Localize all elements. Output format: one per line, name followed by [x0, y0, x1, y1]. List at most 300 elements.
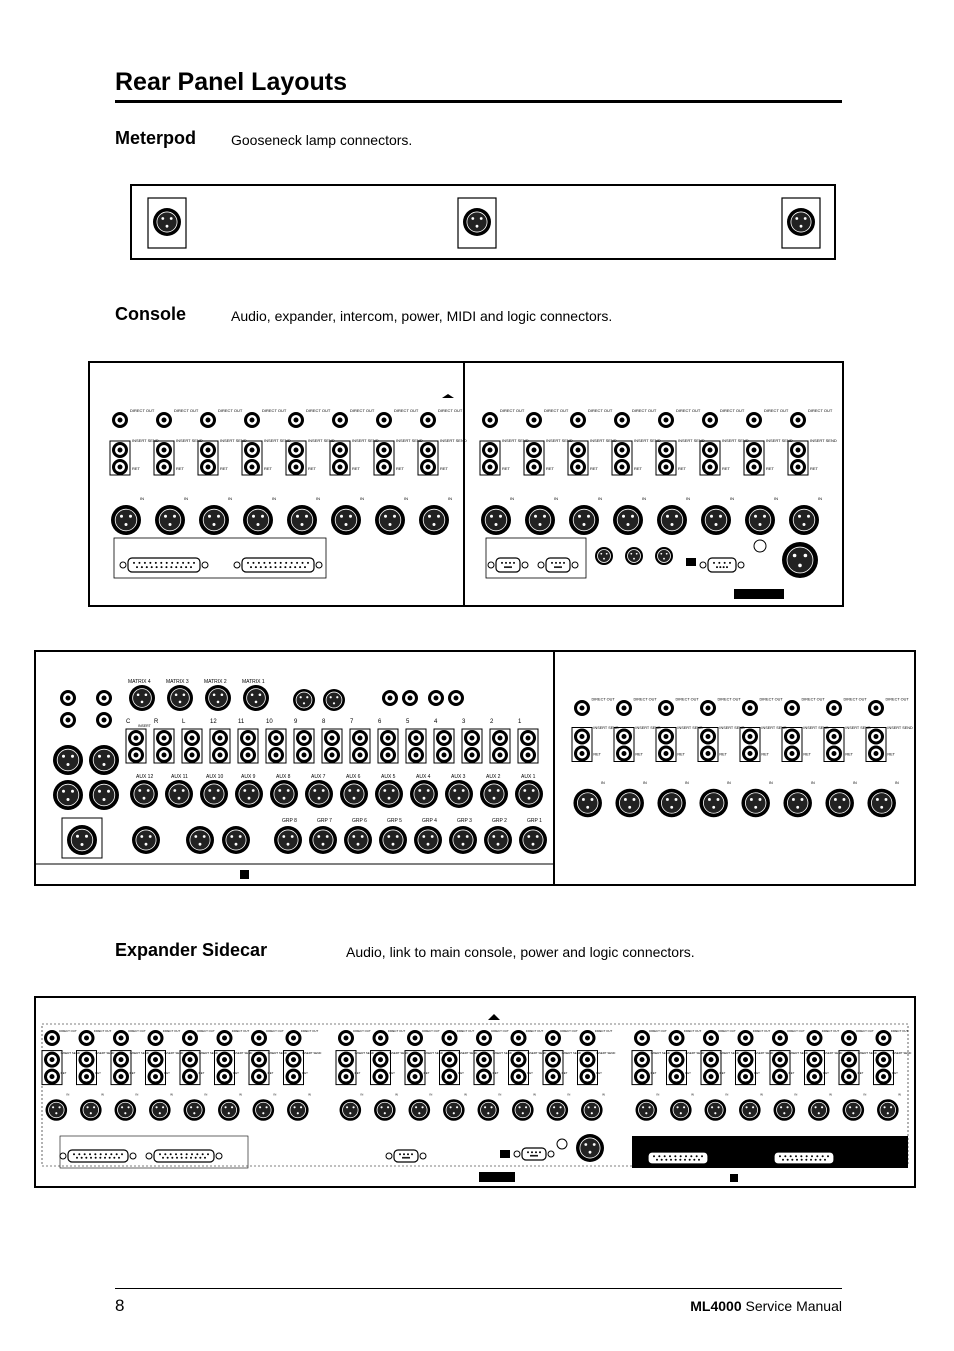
sidecar-channel-22-insert-send-tip: [812, 1057, 817, 1062]
intercom-xlr-pin: [85, 835, 88, 838]
sidecar-channel-12-xlr-pin: [456, 1106, 458, 1108]
expander-input-a-connector-pin: [170, 566, 172, 568]
console-left-channel-4-ret-label: RET: [264, 466, 272, 471]
intercom-xlr-pin: [76, 835, 79, 838]
mix-insert-15-send-tip: [526, 736, 531, 741]
sidecar-channel-16-insert-ret-tip: [585, 1074, 590, 1079]
sidecar-channel-2-xlr-pin: [93, 1106, 95, 1108]
console-right-channel-8-direct-out-label: DIRECT OUT: [808, 408, 833, 413]
grp-label-3: GRP 6: [352, 818, 367, 824]
sidecar-output-b-connector-pin: [806, 1155, 808, 1157]
mix-insert-5-ret-tip: [246, 753, 251, 758]
sidecar-channel-16-ret-label: RET: [596, 1071, 602, 1075]
sidecar-channel-19-xlr-inner: [708, 1102, 724, 1118]
sidecar-channel-13-in-label: IN: [498, 1092, 502, 1097]
aux-12-xlr-pin: [532, 789, 535, 792]
grp-label-2: GRP 7: [317, 818, 332, 824]
console-right-channel-6-ret-label: RET: [722, 466, 730, 471]
matrix-label-3: MATRIX 2: [204, 679, 227, 685]
sidecar-channel-23-xlr-pin: [852, 1112, 854, 1114]
sidecar-channel-1-xlr-pin: [52, 1106, 54, 1108]
lamp-connector-left-socket-pin: [161, 217, 164, 220]
sidecar-output-a-connector-pin: [696, 1155, 698, 1157]
sidecar-channel-23-xlr-inner: [846, 1102, 862, 1118]
sidecar-channel-18-insert-label: INSERT SEND: [685, 1050, 705, 1055]
sidecar-input-a-connector-pin: [78, 1153, 80, 1155]
console-left-channel-2-xlr-pin: [169, 523, 172, 526]
intercom-xlr-pin: [81, 843, 84, 846]
intercom-xlr-inner: [71, 829, 93, 851]
expander-input-a-connector-pin: [165, 566, 167, 568]
st1-input-b-xlr2-pin: [103, 798, 106, 801]
master-right-channel-2-xlr-pin: [628, 806, 631, 809]
aux-3-xlr-pin: [208, 789, 211, 792]
console-left-channel-1-in-label: IN: [140, 496, 144, 501]
sidecar-output-a-connector-pin: [689, 1159, 691, 1161]
sidecar-output-b-connector-pin: [827, 1155, 829, 1157]
sidecar-channel-17-in-label: IN: [656, 1092, 660, 1097]
master-right-channel-1-xlr-pin: [586, 806, 589, 809]
sidecar-channel-6-insert-send-tip: [222, 1057, 227, 1062]
console-right-channel-4-ret-label: RET: [634, 466, 642, 471]
console-right-channel-4-in-label: IN: [642, 496, 646, 501]
master-right-channel-4-insert-send-tip: [706, 734, 711, 739]
sidecar-channel-21-xlr-pin: [780, 1106, 782, 1108]
console-left-channel-3-ret-label: RET: [220, 466, 228, 471]
sidecar-channel-20-ret-label: RET: [754, 1071, 760, 1075]
sidecar-channel-22-xlr-pin: [821, 1106, 823, 1108]
mix-insert-7-send-tip: [302, 736, 307, 741]
sidecar-channel-2-xlr-inner: [83, 1102, 99, 1118]
sidecar-2-connector-pin: [501, 562, 503, 564]
console-right-channel-3-xlr-pin: [587, 515, 590, 518]
aux-label-11: AUX 2: [486, 774, 501, 780]
midi-in-connector-pin: [663, 558, 665, 560]
mix-l-xlr-pin: [230, 835, 233, 838]
console-right-channel-4-xlr-pin: [627, 523, 630, 526]
aux-5-xlr-inner: [274, 784, 294, 804]
master-right-channel-6-xlr-pin: [796, 806, 799, 809]
console-left-channel-5-insert-send-tip: [294, 448, 299, 453]
console-right-channel-4-xlr-pin: [622, 515, 625, 518]
console-left-channel-5-xlr-inner: [291, 509, 313, 531]
aux-10-xlr-pin: [462, 789, 465, 792]
sidecar-heading: Expander Sidecar: [115, 940, 268, 960]
sidecar-1-connector-pin: [556, 566, 558, 568]
console-left-channel-6-in-label: IN: [360, 496, 364, 501]
console-rear-panel: [88, 360, 844, 608]
lamp-connector-center-socket-pin: [476, 225, 479, 228]
expander-input-a-connector-pin: [188, 562, 190, 564]
sidecar-channel-11-xlr-pin: [421, 1106, 423, 1108]
console-right-channel-6-insert-send-tip: [708, 448, 713, 453]
mix-insert-5-send-tip: [246, 736, 251, 741]
sidecar-channel-8-ret-label: RET: [302, 1071, 308, 1075]
sidecar-output-a-connector-pin: [658, 1155, 660, 1157]
title-rule: [115, 100, 842, 103]
master-right-channel-8-insert-label: INSERT SEND: [887, 725, 913, 730]
master-right-channel-6-insert-send-tip: [790, 734, 795, 739]
grp-label-1: GRP 8: [282, 818, 297, 824]
sidecar-channel-20-xlr-pin: [746, 1106, 748, 1108]
sidecar-input-b-connector-pin: [185, 1157, 187, 1159]
sidecar-channel-22-xlr-inner: [811, 1102, 827, 1118]
master-right-channel-2-direct-out-label: DIRECT OUT: [633, 697, 657, 702]
master-right-channel-5-insert-ret-tip: [748, 751, 753, 756]
master-right-channel-5-xlr-pin: [754, 806, 757, 809]
expander-input-b-connector-pin: [299, 566, 301, 568]
console-left-channel-1-xlr-pin: [120, 515, 123, 518]
st2-input-b-xlr2-pin: [67, 798, 70, 801]
sidecar-rs232-connector-pin: [534, 1155, 536, 1157]
sidecar-output-a-connector: [648, 1152, 708, 1164]
stfx-out-r-tip: [408, 696, 413, 701]
sidecar-dc-power-connector-pin: [589, 1151, 592, 1154]
console-left-channel-4-direct-out-label: DIRECT OUT: [262, 408, 287, 413]
console-right-channel-6-direct-out-tip: [708, 418, 713, 423]
sidecar-channel-2-direct-out-tip: [84, 1036, 89, 1041]
expander-input-a-connector-pin: [180, 566, 182, 568]
console-right-channel-6-xlr-inner: [705, 509, 727, 531]
sidecar-channel-14-ret-label: RET: [527, 1071, 533, 1075]
aux-12-xlr-inner: [519, 784, 539, 804]
manual-model: ML4000: [690, 1298, 742, 1314]
sidecar-channel-19-direct-out-tip: [709, 1036, 714, 1041]
sidecar-2-connector: [496, 558, 520, 572]
sidecar-channel-22-direct-out-tip: [812, 1036, 817, 1041]
st2-input-b-xlr1-inner: [57, 749, 79, 771]
sidecar-channel-3-ret-label: RET: [129, 1071, 136, 1075]
aux-4-xlr-pin: [252, 789, 255, 792]
master-frame: [35, 651, 915, 885]
sidecar-channel-20-in-label: IN: [759, 1092, 763, 1097]
sidecar-input-b-connector-pin: [202, 1153, 204, 1155]
sidecar-channel-18-in-label: IN: [690, 1092, 694, 1097]
sidecar-input-a-connector-pin: [73, 1153, 75, 1155]
sidecar-channel-14-xlr-pin: [519, 1106, 521, 1108]
master-right-channel-6-in-label: IN: [811, 781, 815, 785]
console-right-channel-4-insert-send-tip: [620, 448, 625, 453]
lamp-connector-center-socket-pin: [471, 217, 474, 220]
lamp-connector-right-socket-pin: [795, 217, 798, 220]
aux-label-10: AUX 3: [451, 774, 466, 780]
grp-label-7: GRP 2: [492, 818, 507, 824]
sidecar-output-b-connector-pin: [819, 1159, 821, 1161]
stfx-in-l-tip: [434, 696, 439, 701]
midi-in-connector-pin: [666, 553, 668, 555]
sidecar-output-a-connector-pin: [664, 1155, 666, 1157]
sidecar-channel-24-xlr-pin: [887, 1112, 889, 1114]
master-right-channel-2-insert-send-tip: [622, 734, 627, 739]
expander-input-b-connector-pin: [280, 562, 282, 564]
master-right-channel-8-xlr-inner: [871, 793, 892, 814]
sidecar-channel-8-insert-ret-tip: [291, 1074, 296, 1079]
console-left-channel-6-direct-out-label: DIRECT OUT: [350, 408, 375, 413]
midi-thru-connector-pin: [636, 553, 638, 555]
console-right-channel-4-direct-out-label: DIRECT OUT: [632, 408, 657, 413]
sidecar-channel-21-insert-label: INSERT SEND: [788, 1050, 808, 1055]
sidecar-input-b-connector-pin: [162, 1157, 164, 1159]
sidecar-channel-19-xlr-pin: [711, 1106, 713, 1108]
console-serial-box: [734, 589, 784, 599]
master-right-channel-8-insert-send-tip: [874, 734, 879, 739]
grp-1-xlr-pin: [282, 835, 285, 838]
sidecar-channel-15-direct-out-label: DIRECT OUT: [560, 1029, 578, 1034]
console-right-channel-5-xlr-inner: [661, 509, 683, 531]
console-right-channel-7-xlr-pin: [754, 515, 757, 518]
expander-input-b-connector-pin: [250, 566, 252, 568]
grp-3-xlr-pin: [352, 835, 355, 838]
aux-3-xlr-pin: [213, 797, 216, 800]
sidecar-input-b-connector-pin: [176, 1157, 178, 1159]
console-left-channel-3-direct-out-tip: [206, 418, 211, 423]
sidecar-channel-13-direct-out-label: DIRECT OUT: [491, 1029, 509, 1034]
console-right-channel-7-direct-out-tip: [752, 418, 757, 423]
expander-input-a-connector-pin: [193, 562, 195, 564]
console-left-channel-4-in-label: IN: [272, 496, 276, 501]
mix-insert-10-send-tip: [386, 736, 391, 741]
aux-7-xlr-inner: [344, 784, 364, 804]
master-right-channel-5-in-label: IN: [769, 781, 773, 785]
local-monitor-r-xlr-pin: [306, 696, 308, 698]
sidecar-input-a-connector-pin: [89, 1153, 91, 1155]
sidecar-channel-21-ret-label: RET: [788, 1071, 795, 1075]
sidecar-channel-14-insert-ret-tip: [516, 1074, 521, 1079]
console-left-channel-7-in-label: IN: [404, 496, 408, 501]
console-left-channel-2-xlr-inner: [159, 509, 181, 531]
sidecar-output-a-connector-pin: [690, 1155, 692, 1157]
sidecar-channel-4-insert-label: INSERT SEND: [164, 1050, 184, 1055]
console-left-channel-1-insert-send-tip: [118, 448, 123, 453]
master-right-channel-2-direct-out-tip: [622, 706, 627, 711]
aux-2-xlr-pin: [178, 797, 181, 800]
sidecar-channel-5-xlr-pin: [193, 1112, 195, 1114]
sidecar-channel-22-xlr-pin: [815, 1106, 817, 1108]
st1-input-b-xlr2-pin: [98, 790, 101, 793]
expander-input-a-connector-pin: [171, 562, 173, 564]
mix-insert-1-send-tip: [134, 736, 139, 741]
console-right-channel-1-insert-send-tip: [488, 448, 493, 453]
sidecar-channel-23-ret-label: RET: [857, 1071, 864, 1075]
sidecar-channel-20-insert-send-tip: [743, 1057, 748, 1062]
sidecar-channel-20-direct-out-tip: [743, 1036, 748, 1041]
sidecar-output-a-connector-pin: [670, 1159, 672, 1161]
sidecar-channel-22-insert-label: INSERT SEND: [823, 1050, 843, 1055]
wedge-c-xlr-pin: [140, 835, 143, 838]
sidecar-output-a-connector-pin: [661, 1159, 663, 1161]
aux-3-xlr-inner: [204, 784, 224, 804]
sidecar-input-b-connector-pin: [171, 1157, 173, 1159]
master-right-channel-2-insert-ret-tip: [622, 751, 627, 756]
mix-insert-8-send-tip: [330, 736, 335, 741]
expander-input-a-connector-pin: [136, 566, 138, 568]
console-left-channel-2-direct-out-tip: [162, 418, 167, 423]
console-left-channel-1-xlr-pin: [129, 515, 132, 518]
sidecar-channel-2-direct-out-label: DIRECT OUT: [93, 1029, 112, 1034]
mix-insert-1-ret-tip: [134, 753, 139, 758]
master-right-channel-7-direct-out-label: DIRECT OUT: [843, 697, 867, 702]
console-right-channel-7-xlr-pin: [763, 515, 766, 518]
expander-input-a-connector-pin: [185, 566, 187, 568]
console-left-channel-8-xlr-pin: [437, 515, 440, 518]
master-right-channel-2-xlr-pin: [624, 798, 627, 801]
expander-input-a-connector-pin: [161, 566, 163, 568]
sidecar-channel-21-insert-send-tip: [778, 1057, 783, 1062]
console-left-channel-8-in-label: IN: [448, 496, 452, 501]
matrix-1-xlr-pin: [141, 701, 144, 704]
console-right-channel-6-xlr-pin: [710, 515, 713, 518]
console-left-channel-5-direct-out-tip: [294, 418, 299, 423]
grp-2-xlr-pin: [317, 835, 320, 838]
sidecar-channel-19-in-label: IN: [725, 1092, 729, 1097]
sidecar-channel-24-ret-label: RET: [892, 1071, 898, 1075]
sidecar-output-a-connector-pin: [653, 1155, 655, 1157]
st2-input-a-jack2-tip: [66, 718, 71, 723]
sidecar-channel-11-xlr-pin: [418, 1112, 420, 1114]
sidecar-channel-24-xlr-pin: [884, 1106, 886, 1108]
mix-insert-11-ret-tip: [414, 753, 419, 758]
sidecar-channel-7-insert-ret-tip: [257, 1074, 262, 1079]
sidecar-output-a-connector-pin: [674, 1155, 676, 1157]
sidecar-1-connector-pin: [560, 566, 562, 568]
sidecar-2-connector-pin: [506, 566, 508, 568]
master-right-channel-2-xlr-pin: [633, 798, 636, 801]
sidecar-channel-8-xlr-pin: [294, 1106, 296, 1108]
mix-insert-2-ret-tip: [162, 753, 167, 758]
sidecar-output-b-connector-pin: [790, 1155, 792, 1157]
mix-r-xlr-inner: [190, 830, 210, 850]
meterpod-panel: [130, 184, 836, 260]
sidecar-dc-power-connector-pin: [593, 1143, 596, 1146]
matrix-4-xlr-pin: [255, 701, 258, 704]
mix-insert-9-ret-tip: [358, 753, 363, 758]
console-left-channel-8-xlr-inner: [423, 509, 445, 531]
grp-label-6: GRP 3: [457, 818, 472, 824]
sidecar-channel-3-direct-out-label: DIRECT OUT: [128, 1029, 146, 1034]
console-left-channel-7-xlr-inner: [379, 509, 401, 531]
sidecar-channel-10-insert-send-tip: [378, 1057, 383, 1062]
aux-8-xlr-pin: [383, 789, 386, 792]
sidecar-channel-5-ret-label: RET: [198, 1071, 205, 1075]
master-right-channel-7-insert-send-tip: [832, 734, 837, 739]
sidecar-channel-21-xlr-inner: [777, 1102, 793, 1118]
sidecar-input-a-connector-pin: [81, 1157, 83, 1159]
master-right-channel-7-xlr-pin: [838, 806, 841, 809]
master-right-channel-4-ret-label: RET: [719, 752, 728, 757]
sidecar-channel-19-direct-out-label: DIRECT OUT: [718, 1029, 736, 1034]
sidecar-channel-8-in-label: IN: [307, 1092, 311, 1097]
sidecar-output-a-connector-pin: [680, 1155, 682, 1157]
mix-insert-label-11: 5: [406, 719, 410, 725]
sidecar-channel-10-xlr-pin: [381, 1106, 383, 1108]
console-right-channel-3-insert-label: INSERT SEND: [590, 438, 617, 443]
midi-out-connector-inner: [598, 550, 611, 563]
dc-power-connector-pin: [798, 564, 802, 568]
console-left-channel-1-ret-label: RET: [132, 466, 140, 471]
console-left-channel-2-xlr-pin: [173, 515, 176, 518]
console-left-channel-8-insert-ret-tip: [426, 465, 431, 470]
sidecar-channel-24-insert-ret-tip: [881, 1074, 886, 1079]
console-left-channel-5-ret-label: RET: [308, 466, 316, 471]
sidecar-output-a-connector-pin: [698, 1159, 700, 1161]
sidecar-rs232-connector-pin: [530, 1155, 532, 1157]
console-right-channel-3-direct-out-label: DIRECT OUT: [588, 408, 613, 413]
sidecar-channel-5-xlr-inner: [187, 1102, 203, 1118]
sidecar-channel-10-direct-out-tip: [378, 1036, 383, 1041]
console-left-channel-7-xlr-pin: [384, 515, 387, 518]
console-left-channel-5-xlr-pin: [296, 515, 299, 518]
console-left-channel-6-xlr-pin: [345, 523, 348, 526]
sidecar-chassis-ground-terminal: [557, 1139, 567, 1149]
master-right-channel-5-ret-label: RET: [761, 752, 770, 757]
grp-1-xlr-pin: [287, 843, 290, 846]
console-right-channel-3-direct-out-tip: [576, 418, 581, 423]
sidecar-input-a-connector-pin: [76, 1157, 78, 1159]
master-right-channel-7-insert-ret-tip: [832, 751, 837, 756]
mix-insert-8-ret-tip: [330, 753, 335, 758]
sidecar-input-b-connector-pin: [167, 1157, 169, 1159]
expander-input-b-connector-pin: [285, 562, 287, 564]
master-right-channel-4-insert-label: INSERT SEND: [719, 725, 745, 730]
aux-1-xlr-pin: [138, 789, 141, 792]
console-right-channel-7-direct-out-label: DIRECT OUT: [764, 408, 789, 413]
sidecar-channel-5-insert-ret-tip: [188, 1074, 193, 1079]
matrix-label-1: MATRIX 4: [128, 679, 151, 685]
sidecar-input-a-connector-pin: [105, 1153, 107, 1155]
aux-6-xlr-pin: [318, 797, 321, 800]
stfx-out-l-tip: [388, 696, 393, 701]
st1-input-a-jack1-tip: [102, 696, 107, 701]
st2-input-b-xlr2-pin: [71, 790, 74, 793]
lamp-connector-left-socket-pin: [170, 217, 173, 220]
master-right-channel-1-ret-label: RET: [593, 752, 602, 757]
mix-insert-label-8: 8: [322, 719, 326, 725]
console-left-channel-5-in-label: IN: [316, 496, 320, 501]
master-right-channel-1-xlr-pin: [591, 798, 594, 801]
console-right-channel-1-insert-ret-tip: [488, 465, 493, 470]
grp-4-xlr-inner: [383, 830, 403, 850]
sidecar-channel-20-xlr-pin: [752, 1106, 754, 1108]
master-right-channel-4-insert-ret-tip: [706, 751, 711, 756]
sidecar-channel-3-direct-out-tip: [119, 1036, 124, 1041]
sidecar-channel-1-insert-send-tip: [50, 1057, 55, 1062]
mix-insert-label-3: L: [182, 719, 186, 725]
sidecar-code-switch: [500, 1150, 510, 1158]
aux-12-xlr-pin: [523, 789, 526, 792]
console-right-channel-1-xlr-inner: [485, 509, 507, 531]
matrix-1-xlr-pin: [145, 693, 148, 696]
expander-input-b-connector-pin: [284, 566, 286, 568]
sidecar-input-b-connector-pin: [195, 1157, 197, 1159]
master-right-channel-8-direct-out-tip: [874, 706, 879, 711]
sidecar-channel-9-direct-out-label: DIRECT OUT: [353, 1029, 371, 1034]
grp-2-xlr-inner: [313, 830, 333, 850]
sidecar-channel-9-ret-label: RET: [354, 1071, 361, 1075]
sidecar-rs232-connector-pin: [536, 1155, 538, 1157]
local-monitor-r-xlr-pin: [300, 696, 302, 698]
console-description: Audio, expander, intercom, power, MIDI and logic connectors.: [231, 308, 613, 324]
sidecar-channel-22-insert-ret-tip: [812, 1074, 817, 1079]
sidecar-channel-1-xlr-inner: [49, 1102, 65, 1118]
master-right-channel-8-insert-ret-tip: [874, 751, 879, 756]
master-right-channel-4-direct-out-label: DIRECT OUT: [717, 697, 741, 702]
sidecar-channel-11-in-label: IN: [429, 1092, 433, 1097]
sidecar-channel-7-xlr-pin: [259, 1106, 261, 1108]
grp-4-xlr-pin: [396, 835, 399, 838]
sidecar-input-b-connector-pin: [170, 1153, 172, 1155]
aux-label-8: AUX 5: [381, 774, 396, 780]
console-right-channel-8-xlr-pin: [803, 523, 806, 526]
